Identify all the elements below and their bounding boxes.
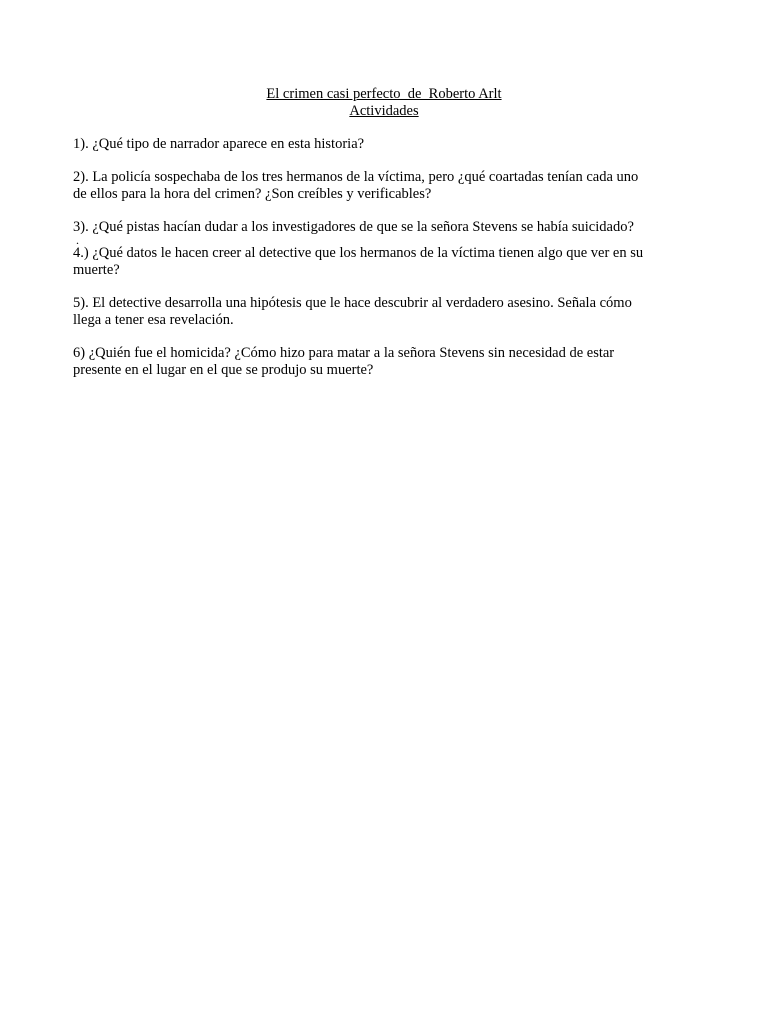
question-1-line-1: 1). ¿Qué tipo de narrador aparece en esta historia? — [73, 136, 365, 152]
question-4-line-2: muerte? — [73, 262, 120, 278]
question-4-line-1: 4.) ¿Qué datos le hacen creer al detective que los hermanos de la víctima tienen algo que ver en su — [73, 245, 644, 261]
question-2-line-1: 2). La policía sospechaba de los tres hermanos de la víctima, pero ¿qué coartadas tenían cada uno — [73, 169, 639, 185]
questions-list — [73, 136, 693, 379]
document-title: El crimen casi perfecto de Roberto Arlt — [266, 86, 502, 102]
title-block — [0, 86, 768, 120]
question-2 — [73, 169, 693, 203]
question-2-line-2: de ellos para la hora del crimen? ¿Son creíbles y verificables? — [73, 186, 432, 202]
question-5-line-2: llega a tener esa revelación. — [73, 312, 234, 328]
question-6-line-1: 6) ¿Quién fue el homicida? ¿Cómo hizo para matar a la señora Stevens sin necesidad de estar — [73, 345, 615, 361]
document-subtitle: Actividades — [349, 103, 419, 119]
question-3 — [73, 219, 693, 236]
question-3-line-1: 3). ¿Qué pistas hacían dudar a los investigadores de que se la señora Stevens se había suicidado? — [73, 219, 634, 235]
question-1 — [73, 136, 693, 153]
question-5-line-1: 5). El detective desarrolla una hipótesis que le hace descubrir al verdadero asesino. Señala cómo — [73, 295, 632, 311]
question-5 — [73, 295, 693, 329]
question-6-line-2: presente en el lugar en el que se produjo su muerte? — [73, 362, 374, 378]
question-6 — [73, 345, 693, 379]
question-4 — [73, 245, 693, 279]
stray-dot: . — [76, 233, 79, 247]
